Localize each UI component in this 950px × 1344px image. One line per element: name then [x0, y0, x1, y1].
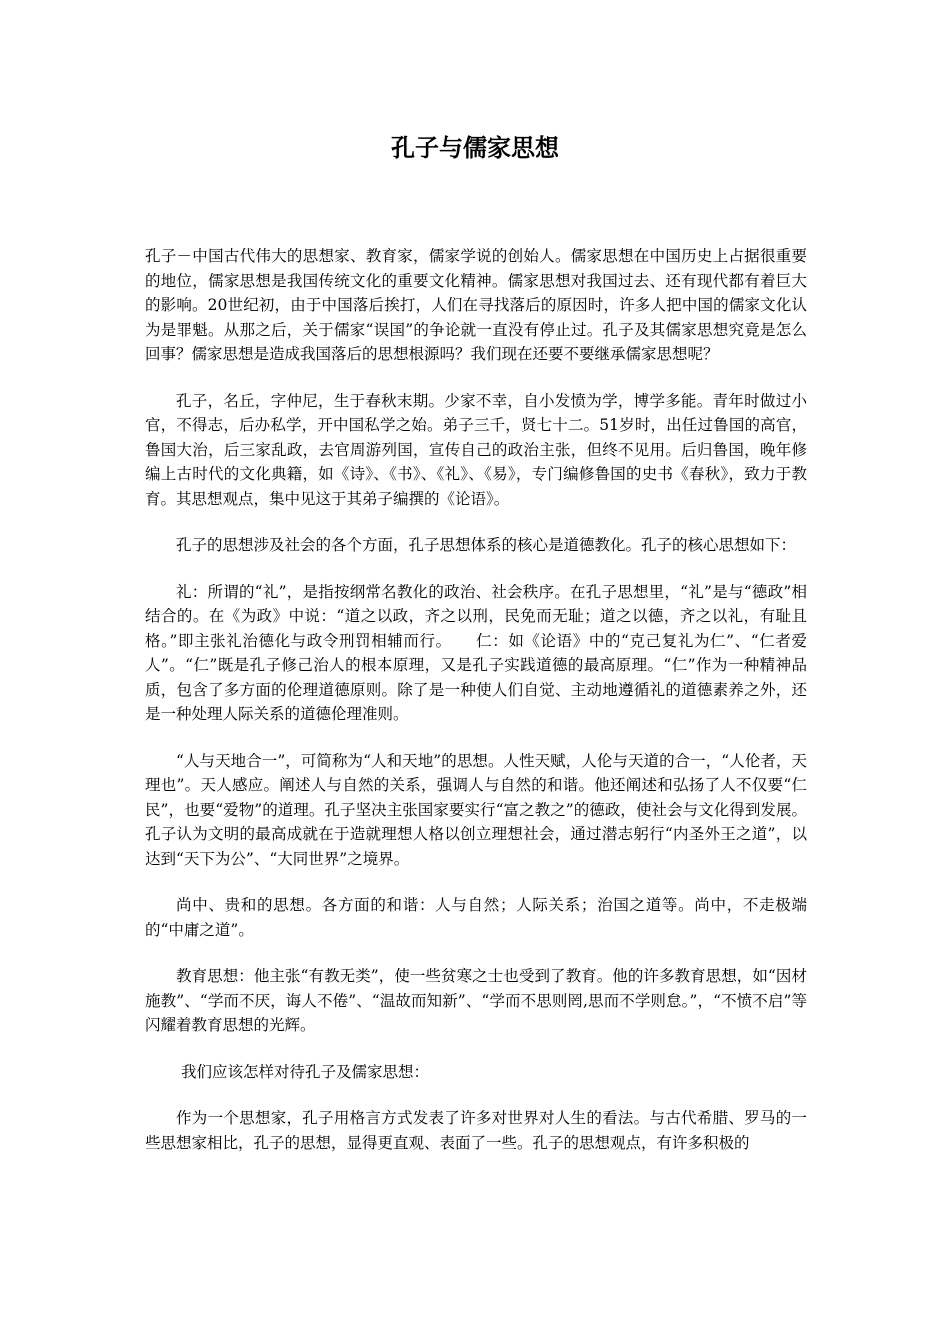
document-title: 孔子与儒家思想 — [391, 134, 559, 162]
paragraph-li-ren: 礼：所谓的“礼”，是指按纲常名教化的政治、社会秩序。在孔子思想里，“礼”是与“德政”相结合的。在《为政》中说：“道之以政，齐之以刑，民免而无耻；道之以德，齐之以礼，有耻且格。”即主张礼治德化与政令刑罚相辅而行。 仁：如《论语》中的“克己复礼为仁”、“仁者爱人”。“仁”既是孔子修己治人的根本原理，又是孔子实践道德的最高原理。“仁”作为一种精神品质，包含了多方面的伦理道德原则。除了是一种使人们自觉、主动地遵循礼的道德素养之外，还是一种处理人际关系的道德伦理准则。 — [145, 582, 807, 723]
paragraph-heaven-man: “人与天地合一”，可简称为“人和天地”的思想。人性天赋，人伦与天道的合一，“人伦者，天理也”。天人感应。阐述人与自然的关系，强调人与自然的和谐。他还阐述和弘扬了人不仅要“仁民”，也要“爱物”的道理。孔子坚决主张国家要实行“富之教之”的德政，使社会与文化得到发展。孔子认为文明的最高成就在于造就理想人格以创立理想社会，通过潜志躬行“内圣外王之道”，以达到“天下为公”、“大同世界”之境界。 — [145, 751, 807, 868]
paragraph-harmony: 尚中、贵和的思想。各方面的和谐：人与自然；人际关系；治国之道等。尚中，不走极端的“中庸之道”。 — [145, 896, 807, 939]
paragraph-intro: 孔子－中国古代伟大的思想家、教育家，儒家学说的创始人。儒家思想在中国历史上占据很重要的地位，儒家思想是我国传统文化的重要文化精神。儒家思想对我国过去、还有现代都有着巨大的影响。20世纪初，由于中国落后挨打，人们在寻找落后的原因时，许多人把中国的儒家文化认为是罪魁。从那之后，关于儒家“误国”的争论就一直没有停止过。孔子及其儒家思想究竟是怎么回事？儒家思想是造成我国落后的思想根源吗？我们现在还要不要继承儒家思想呢？ — [145, 247, 807, 363]
paragraph-education: 教育思想：他主张“有教无类”，使一些贫寒之士也受到了教育。他的许多教育思想，如“因材施教”、“学而不厌，诲人不倦”、“温故而知新”、“学而不思则罔,思而不学则怠。”，“不愤不启”等闪耀着教育思想的光辉。 — [145, 967, 807, 1034]
paragraph-assessment: 作为一个思想家，孔子用格言方式发表了许多对世界对人生的看法。与古代希腊、罗马的一些思想家相比，孔子的思想，显得更直观、表面了一些。孔子的思想观点，有许多积极的 — [145, 1109, 807, 1152]
paragraph-biography: 孔子，名丘，字仲尼，生于春秋末期。少家不幸，自小发愤为学，博学多能。青年时做过小官，不得志，后办私学，开中国私学之始。弟子三千，贤七十二。51岁时，出任过鲁国的高官，鲁国大治，后三家乱政，去官周游列国，宣传自己的政治主张，但终不见用。后归鲁国，晚年修编上古时代的文化典籍，如《诗》、《书》、《礼》、《易》，专门编修鲁国的史书《春秋》，致力于教育。其思想观点，集中见这于其弟子编撰的《论语》。 — [145, 391, 807, 508]
paragraph-question: 我们应该怎样对待孔子及儒家思想： — [181, 1062, 430, 1081]
paragraph-core-thought: 孔子的思想涉及社会的各个方面，孔子思想体系的核心是道德教化。孔子的核心思想如下： — [176, 536, 797, 554]
document-body — [145, 244, 807, 1155]
